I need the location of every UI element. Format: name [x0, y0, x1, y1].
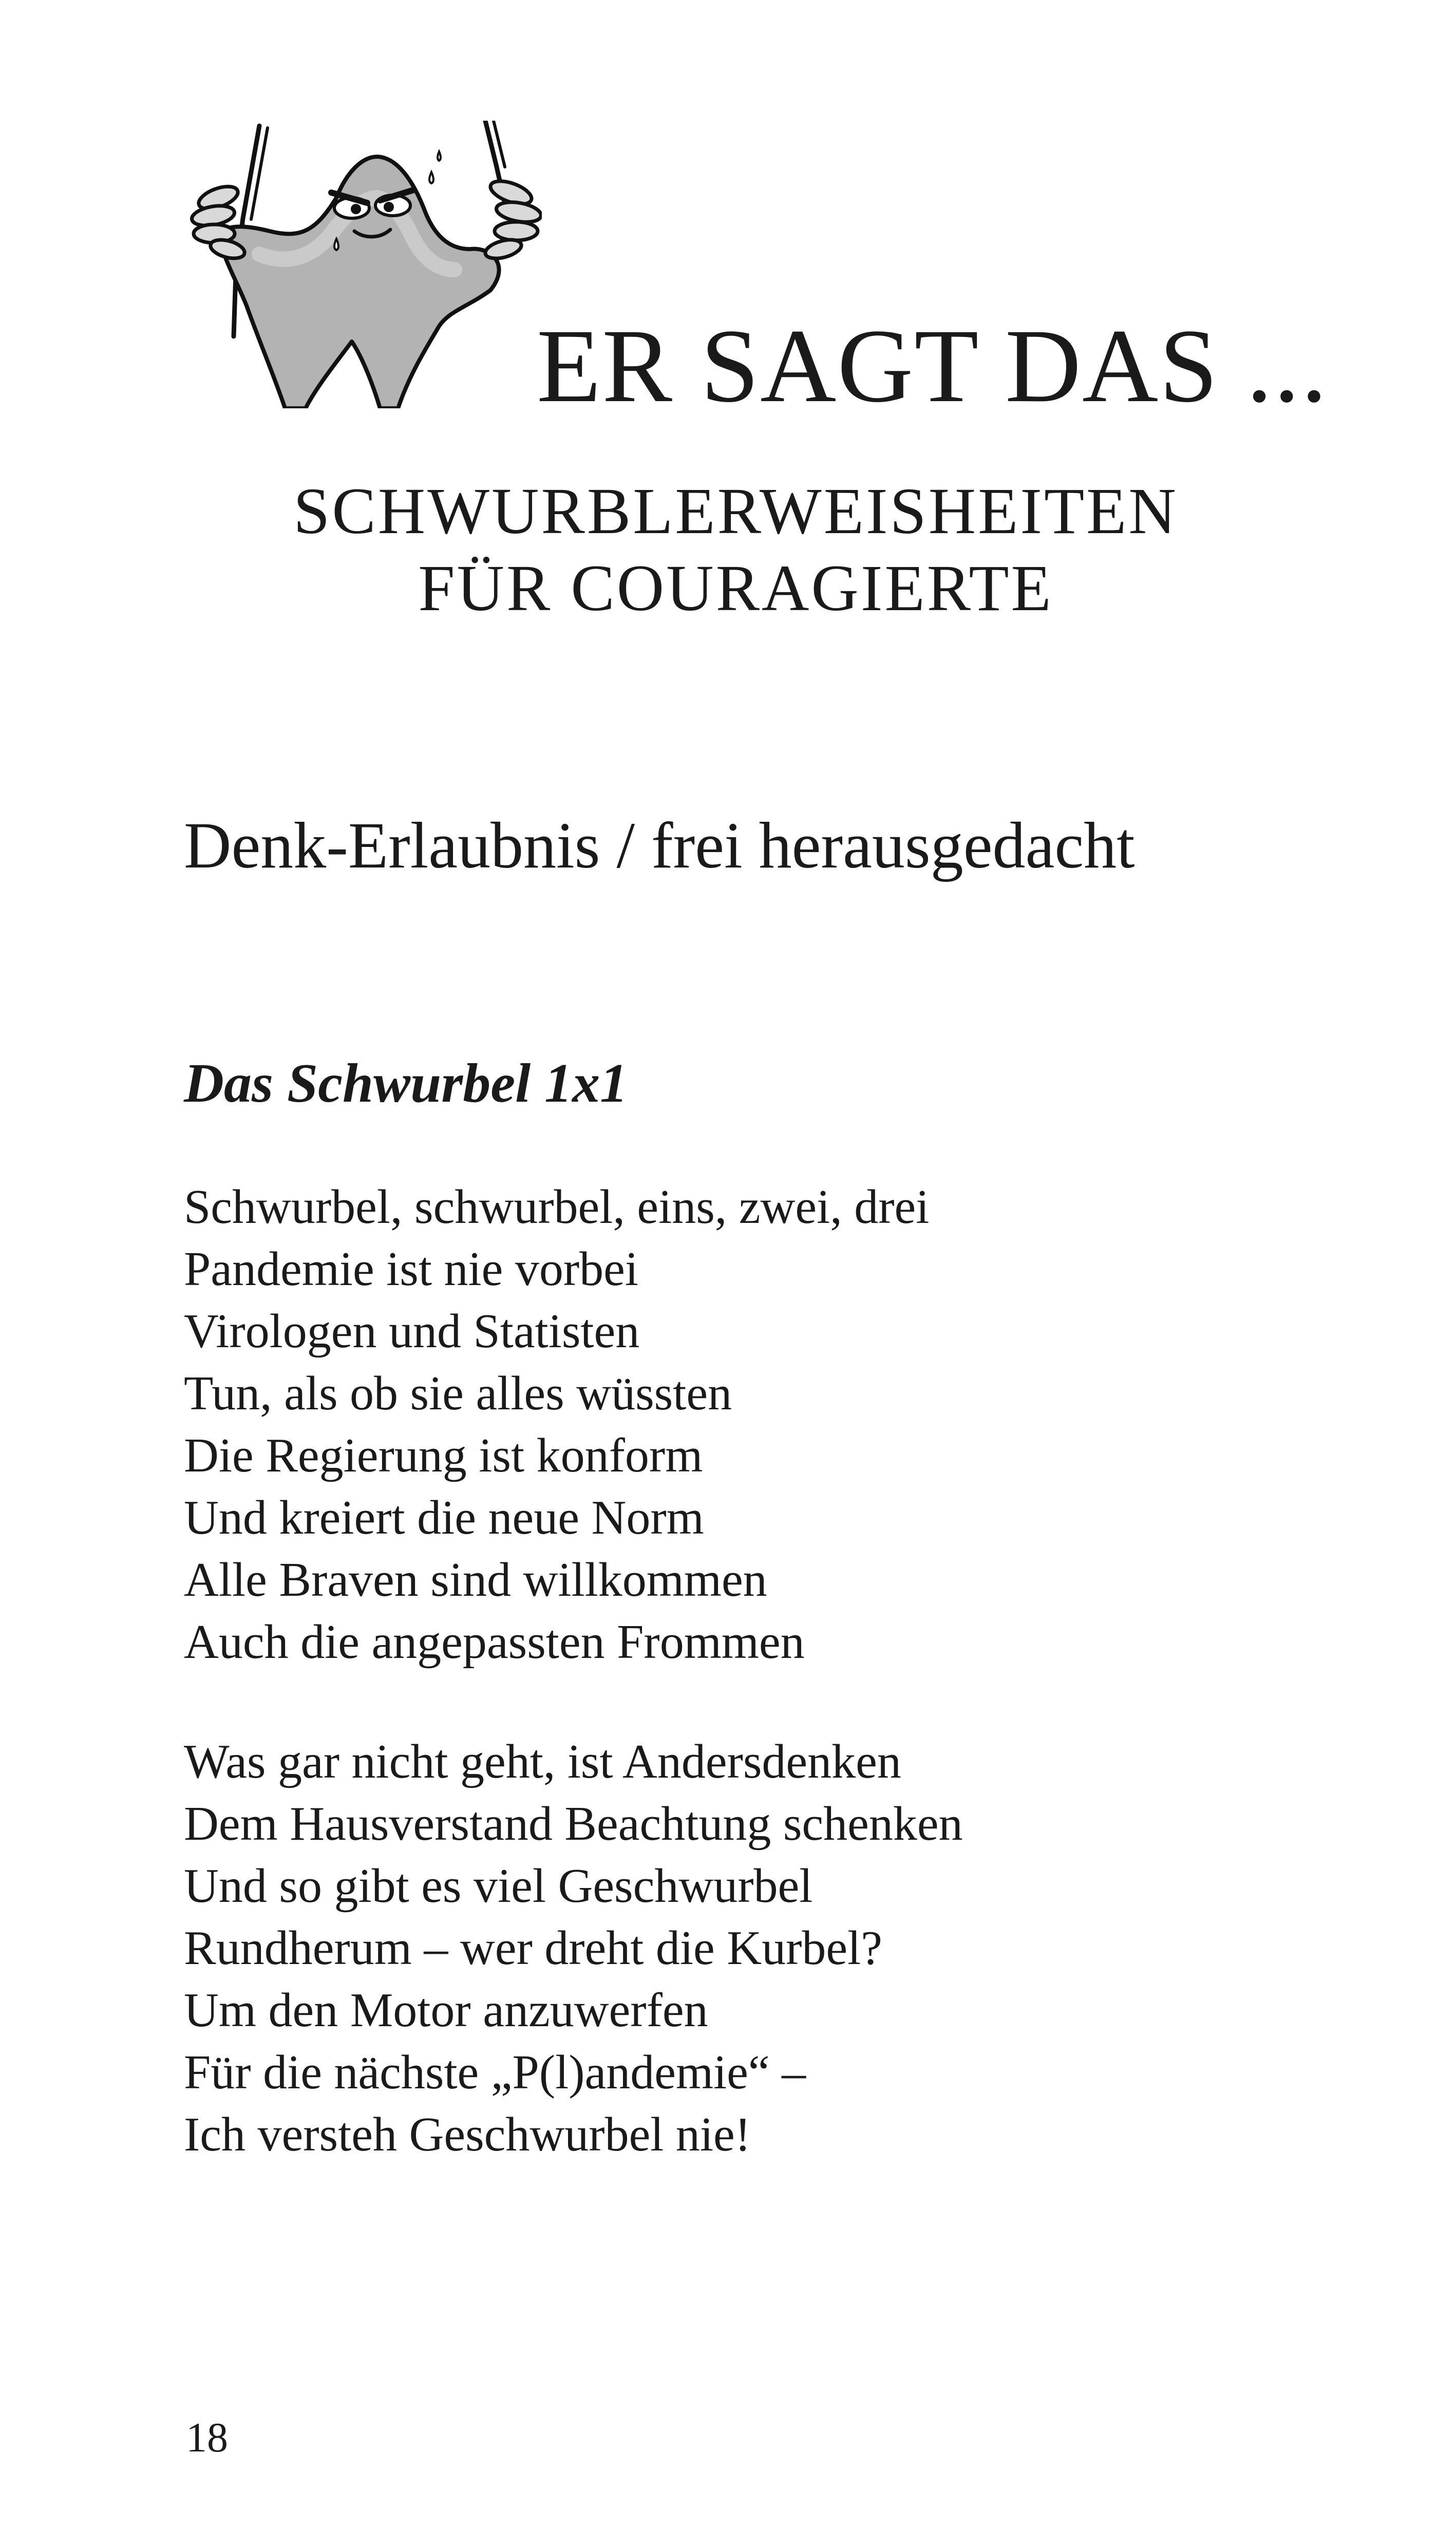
cartoon-w-logo	[182, 121, 542, 408]
book-title	[537, 308, 1329, 424]
poem-line: Schwurbel, schwurbel, eins, zwei, drei	[184, 1180, 930, 1234]
poem-stanza-1	[184, 1176, 929, 1673]
poem-line: Alle Braven sind willkommen	[184, 1553, 767, 1607]
poem-line: Pandemie ist nie vorbei	[184, 1242, 638, 1296]
poem-line: Auch die angepassten Frommen	[184, 1615, 805, 1669]
poem-line: Dem Hausverstand Beachtung schenken	[184, 1797, 963, 1851]
poem-line: Und kreiert die neue Norm	[184, 1491, 704, 1544]
subtitle-line: SCHWURBLERWEISHEITEN	[293, 475, 1178, 548]
subtitle-line: FÜR COURAGIERTE	[418, 552, 1053, 625]
book-title-rest: ER SAGT DAS ...	[537, 308, 1329, 424]
poem-line: Und so gibt es viel Geschwurbel	[184, 1859, 813, 1913]
poem-line: Die Regierung ist konform	[184, 1429, 703, 1482]
poem-line: Ich versteh Geschwurbel nie!	[184, 2108, 751, 2161]
book-subtitle	[0, 473, 1456, 627]
poem-stanza-2	[184, 1731, 963, 2166]
poem-line: Was gar nicht geht, ist Andersdenken	[184, 1735, 901, 1788]
page-number: 18	[186, 2414, 228, 2461]
poem-line: Virologen und Statisten	[184, 1305, 640, 1358]
poem-line: Tun, als ob sie alles wüssten	[184, 1367, 732, 1420]
section-heading: Denk-Erlaubnis / frei herausgedacht	[184, 809, 1135, 882]
poem-title: Das Schwurbel 1x1	[184, 1053, 628, 1114]
poem-line: Rundherum – wer dreht die Kurbel?	[184, 1921, 882, 1975]
poem-line: Um den Motor anzuwerfen	[184, 1984, 708, 2037]
poem-line: Für die nächste „P(l)andemie“ –	[184, 2046, 806, 2099]
